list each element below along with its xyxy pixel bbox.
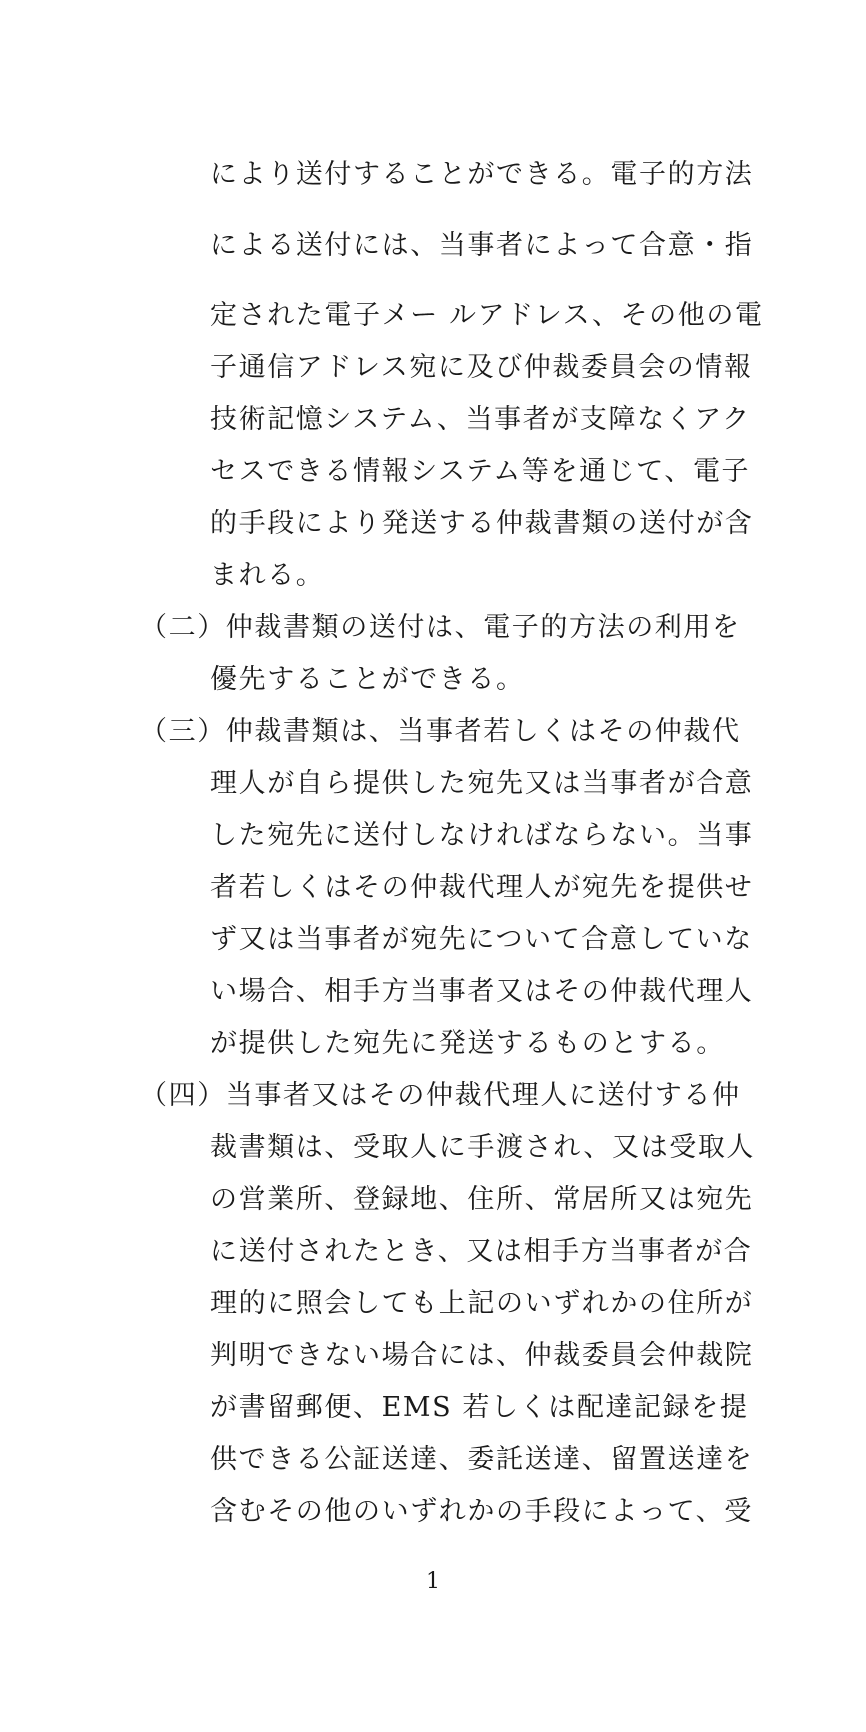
text-line: 子通信アドレス宛に及び仲裁委員会の情報 [210,352,753,383]
text-line: 理的に照会しても上記のいずれかの住所が [210,1288,754,1319]
text-line: セスできる情報システム等を通じて、電子 [210,456,751,487]
text-line: が書留郵便、EMS 若しくは配達記録を提 [210,1392,749,1423]
page-number: 1 [426,1569,440,1594]
text-line: 者若しくはその仲裁代理人が宛先を提供せ [210,872,754,903]
list-item-3: （三）仲裁書類は、当事者若しくはその仲裁代 [140,716,741,747]
text-line: が提供した宛先に発送するものとする。 [210,1028,725,1059]
text-line: した宛先に送付しなければならない。当事 [210,820,754,851]
text-line: 判明できない場合には、仲裁委員会仲裁院 [210,1340,754,1371]
text-line: による送付には、当事者によって合意・指 [210,230,754,261]
text-line: 定された電子メー ルアドレス、その他の電 [210,300,764,331]
text-line: 理人が自ら提供した宛先又は当事者が合意 [210,768,754,799]
list-item-2: （二）仲裁書類の送付は、電子的方法の利用を [140,612,741,643]
text-line: 供できる公証送達、委託送達、留置送達を [210,1444,754,1475]
text-line: 含むその他のいずれかの手段によって、受 [210,1496,753,1527]
text-line: 技術記憶システム、当事者が支障なくアク [210,404,751,435]
text-line: い場合、相手方当事者又はその仲裁代理人 [210,976,754,1007]
text-line: 裁書類は、受取人に手渡され、又は受取人 [210,1132,756,1163]
text-line: により送付することができる。電子的方法 [210,159,754,190]
text-line: の営業所、登録地、住所、常居所又は宛先 [210,1184,754,1215]
text-line: まれる。 [210,560,325,591]
list-item-4: （四）当事者又はその仲裁代理人に送付する仲 [140,1080,741,1111]
text-line: ず又は当事者が宛先について合意していな [210,924,753,955]
text-line: 的手段により発送する仲裁書類の送付が含 [210,508,754,539]
text-line: 優先することができる。 [210,664,525,695]
text-line: に送付されたとき、又は相手方当事者が合 [210,1236,753,1267]
